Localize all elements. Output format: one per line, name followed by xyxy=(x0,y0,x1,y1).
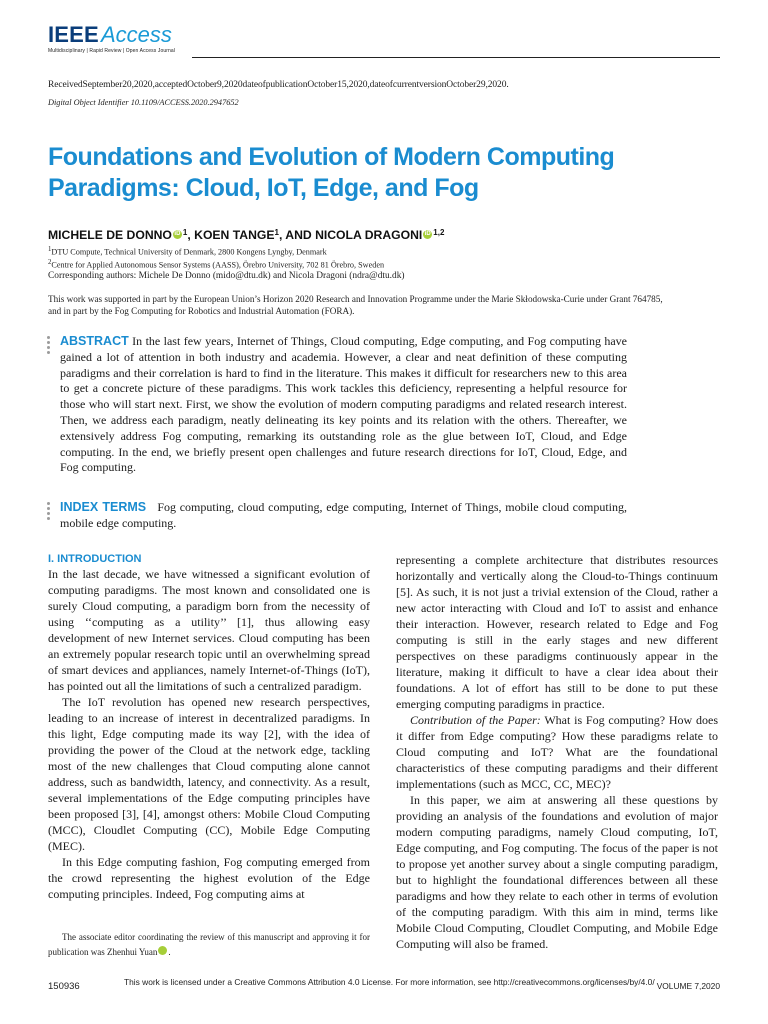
index-dots-icon xyxy=(47,502,51,522)
footnote-text: The associate editor coordinating the review of this manuscript and approving it for publication was Zhenhui Yuan xyxy=(48,932,370,957)
affiliations xyxy=(48,245,384,270)
orcid-icon[interactable]: iD xyxy=(174,231,181,237)
author-name: , AND NICOLA DRAGONI xyxy=(278,228,423,242)
license-text[interactable]: This work is licensed under a Creative Commons Attribution 4.0 License. For more information, see http://creativecommons.org/licenses/by/4.0/ xyxy=(124,977,655,987)
paragraph: In this Edge computing fashion, Fog computing emerged from the crowd representing the highest evolution of the Edge computing principles. Indeed, Fog computing aims at xyxy=(48,855,370,901)
logo-access: Access xyxy=(100,22,172,47)
column-left xyxy=(48,552,370,902)
paragraph: In the last decade, we have witnessed a significant evolution of computing paradigms. The most known and consolidated one is surely Cloud computing, a paradigm born from the necessity of using ‘‘computing as a utility’’ [1], thus allowing easy development of new Internet services. Cloud computing has been an extremely popular research topic until an overwhelming spread of smart devices and appliances, namely Internet-of-Things (IoT), has pointed out all the limitations of such a centralized paradigm. xyxy=(48,567,370,693)
author-affil-sup: 1 xyxy=(182,228,188,237)
column-right xyxy=(396,552,718,952)
paragraph: Contribution of the Paper: What is Fog computing? How does it differ from Edge computing? How these paradigms relate to Cloud computing and IoT? What are the foundational characteristics of these computing paradigms and their different implementations (such as MCC, CC, MEC)? xyxy=(396,713,719,791)
affiliation-item: $^1$DTU Compute, Technical University of Denmark, 2800 Kongens Lyngby, Denmark xyxy=(48,246,327,257)
paper-title: Foundations and Evolution of Modern Computing Paradigms: Cloud, IoT, Edge, and Fog xyxy=(48,143,615,202)
section-heading: I. INTRODUCTION xyxy=(48,553,142,565)
paragraph: In this paper, we aim at answering all these questions by providing an analysis of the foundations and evolution of major modern computing paradigms, namely Cloud computing, IoT, Edge computing, and Fog computing. The focus of the paper is not to propose yet another survey about a single computing paradigm, but to highlight the foundational differences between all these paradigms and how they relate to each other in terms of evolution of the computing paradigm. With this aim in mind, terms like Mobile Cloud Computing, Cloudlet Computing, and Mobile Edge Computing will also be framed. xyxy=(396,793,718,951)
journal-logo xyxy=(48,22,175,54)
logo-tagline: Multidisciplinary | Rapid Review | Open Access Journal xyxy=(48,48,175,54)
doi: Digital Object Identifier 10.1109/ACCESS.2020.2947652 xyxy=(48,98,239,107)
author-affil-sup: 1,2 xyxy=(433,228,445,237)
funding-note: This work was supported in part by the European Union’s Horizon 2020 Research and Innovation Programme under the Marie Skłodowska-Curie under Grant 764785, and in part by the Fog Computing for Robotics and Industrial Automation (FORA). xyxy=(48,294,663,316)
orcid-icon[interactable]: iD xyxy=(158,946,167,955)
affiliation-item: $^2$Centre for Applied Autonomous Sensor Systems (AASS), Örebro University, 702 81 Örebro, Sweden xyxy=(48,258,385,270)
paragraph: representing a complete architecture that distributes resources horizontally and vertically along the Cloud-to-Things continuum [5]. As such, it is not just a trivial extension of the Cloud, rather a new actor interacting with Cloud and IoT to assist and enhance their interaction. However, research related to Edge and Fog computing is still in the early stages and new different perspectives on these paradigms continuously appear in the literature, making it difficult to have a clear idea about their foundations. A lot of effort has still to be done to put these emerging computing paradigms in practice. xyxy=(396,553,718,711)
abstract-dots-icon xyxy=(47,336,51,356)
paragraph-lead: Contribution of the Paper: xyxy=(410,713,541,727)
header-rule xyxy=(192,57,720,58)
index-terms xyxy=(60,500,627,532)
corresponding-authors: Corresponding authors: Michele De Donno (mido@dtu.dk) and Nicola Dragoni (ndra@dtu.dk) xyxy=(48,271,405,281)
author-name: , KOEN TANGE xyxy=(187,228,275,242)
volume-label: VOLUME 7,2020 xyxy=(656,981,720,991)
orcid-icon[interactable]: iD xyxy=(424,231,431,237)
page-number: 150936 xyxy=(48,981,80,992)
author-affil-sup: 1 xyxy=(274,228,279,237)
author-name: MICHELE DE DONNO xyxy=(48,228,172,242)
footnote: The associate editor coordinating the review of this manuscript and approving it for publication was Zhenhui Yuan iD. xyxy=(48,932,370,957)
abstract-text: In the last few years, Internet of Things, Cloud computing, Edge computing, and Fog computing have gained a lot of attention in both industry and academia. However, a clear and neat definition of these computing paradigms and their correlation is hard to find in the literature. This makes it difficult for researchers new to this area to get a concrete picture of these paradigms. This work tackles this deficiency, representing a helpful resource for those who will start next. First, we show the evolution of modern computing paradigms and related research interest. Then, we address each paradigm, neatly delineating its key points and its relation with the others. Thereafter, we extensively address Fog computing, remarking its outstanding role as the glue between IoT, Cloud, and Edge computing. In the end, we briefly present open challenges and future research directions for IoT, Cloud, Edge, and Fog computing. xyxy=(60,334,628,475)
paragraph: The IoT revolution has opened new research perspectives, leading to an increase of interest in decentralized paradigms. In this light, Edge computing made its way [2], with the idea of providing the power of the Cloud at the network edge, tackling most of the new challenges that Cloud computing alone cannot address, such as bandwidth, latency, and connectivity. As a result, several implementations of the Edge computing principles have been proposed [3], [4], amongst others: Mobile Cloud Computing (MCC), Cloudlet Computing (CC), Mobile Edge Computing (MEC). xyxy=(48,695,370,853)
abstract-label: ABSTRACT xyxy=(60,334,129,348)
author-list xyxy=(48,228,444,242)
abstract xyxy=(60,334,627,476)
logo-ieee: IEEE xyxy=(48,22,99,47)
index-terms-text: Fog computing, cloud computing, edge computing, Internet of Things, mobile cloud computing, mobile edge computing. xyxy=(60,500,627,530)
index-terms-label: INDEX TERMS xyxy=(60,500,147,514)
received-dates: ReceivedSeptember20,2020,acceptedOctober9,2020dateofpublicationOctober15,2020,dateofcurrentversionOctober29,2020. xyxy=(48,80,509,90)
